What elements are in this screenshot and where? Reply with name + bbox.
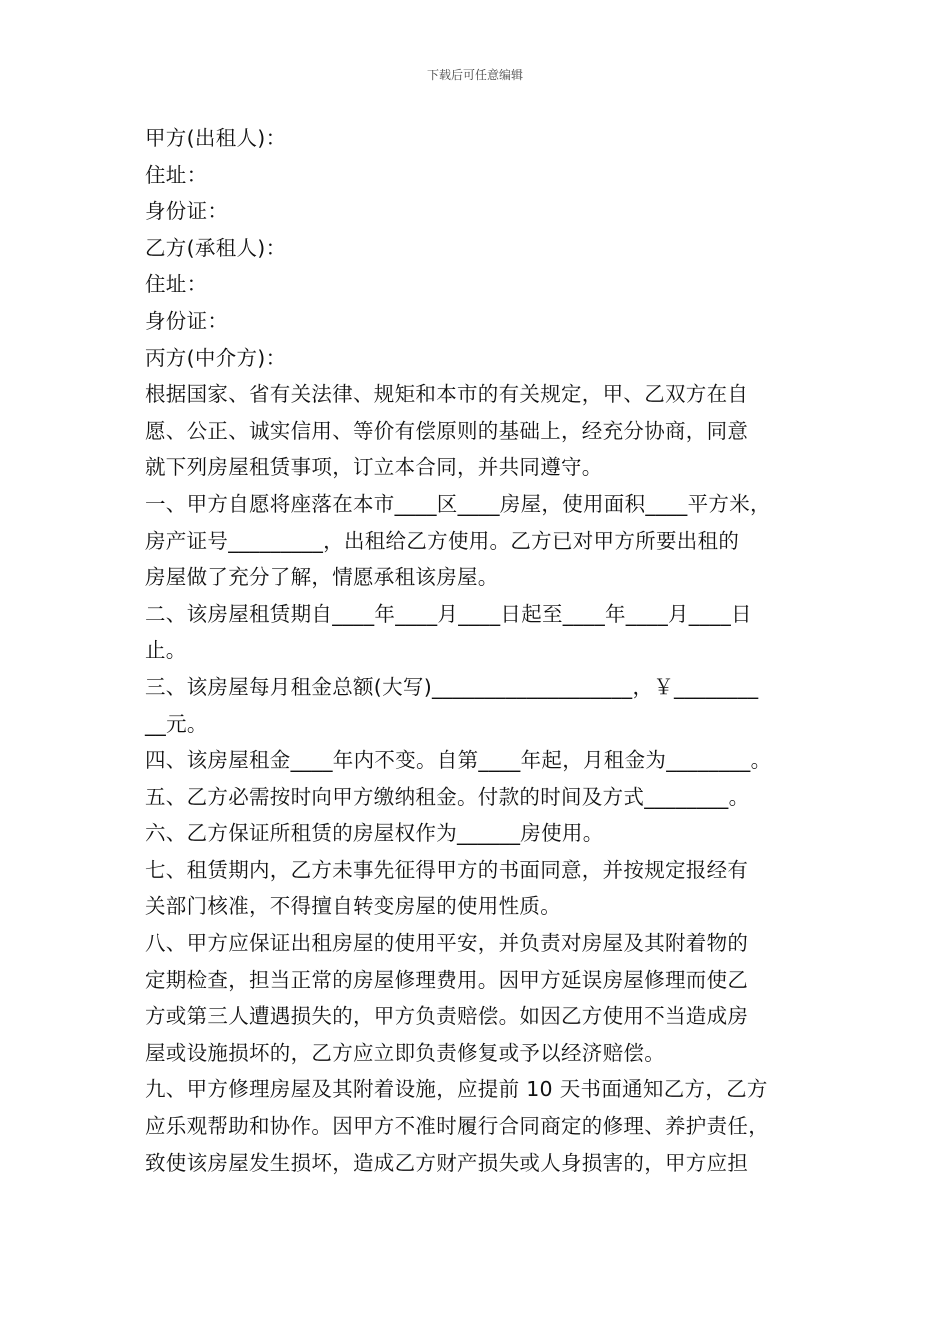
clause-7-line: 关部门核准，不得擅自转变房屋的使用性质。	[145, 894, 561, 919]
clause-8-line: 定期检查，担当正常的房屋修理费用。因甲方延误房屋修理而使乙	[145, 967, 749, 992]
preamble-line: 根据国家、省有关法律、规矩和本市的有关规定，甲、乙双方在自	[145, 382, 749, 407]
clause-8-line: 八、甲方应保证出租房屋的使用平安，并负责对房屋及其附着物的	[145, 931, 749, 956]
clause-1-line: 房屋做了充分了解，情愿承租该房屋。	[145, 565, 499, 590]
party-c-label: 丙方(中介方)：	[145, 345, 287, 370]
clause-5-line: 五、乙方必需按时向甲方缴纳租金。付款的时间及方式________。	[145, 784, 750, 809]
party-a-id: 身份证：	[145, 199, 229, 224]
party-b-label: 乙方(承租人)：	[145, 235, 287, 260]
clause-4-line: 四、该房屋租金____年内不变。自第____年起，月租金为________。	[145, 748, 772, 773]
clause-8-line: 屋或设施损坏的，乙方应立即负责修复或予以经济赔偿。	[145, 1040, 665, 1065]
party-a-address: 住址：	[145, 162, 208, 187]
clause-2-line: 二、该房屋租赁期自____年____月____日起至____年____月____日	[145, 601, 752, 626]
party-b-address: 住址：	[145, 272, 208, 297]
preamble-line: 就下列房屋租赁事项，订立本合同，并共同遵守。	[145, 455, 603, 480]
clause-1-line: 房产证号_________，出租给乙方使用。乙方已对甲方所要出租的	[145, 528, 740, 553]
contract-body	[145, 120, 810, 1181]
clause-9-line: 九、甲方修理房屋及其附着设施，应提前 10 天书面通知乙方，乙方	[145, 1077, 768, 1102]
clause-3-line: __元。	[145, 711, 208, 736]
clause-3-line: 三、该房屋每月租金总额(大写)___________________，￥________	[145, 674, 759, 699]
party-b-id: 身份证：	[145, 308, 229, 333]
party-a-label: 甲方(出租人)：	[145, 126, 287, 150]
page-header: 下载后可任意编辑	[426, 68, 523, 82]
clause-1-line: 一、甲方自愿将座落在本市____区____房屋，使用面积____平方米，	[145, 491, 771, 516]
clause-6-line: 六、乙方保证所租赁的房屋权作为______房使用。	[145, 821, 604, 846]
preamble-line: 愿、公正、诚实信用、等价有偿原则的基础上，经充分协商，同意	[145, 418, 749, 443]
clause-9-line: 致使该房屋发生损坏，造成乙方财产损失或人身损害的，甲方应担	[145, 1150, 749, 1175]
clause-7-line: 七、租赁期内，乙方未事先征得甲方的书面同意，并按规定报经有	[145, 857, 749, 882]
clause-2-line: 止。	[145, 638, 187, 663]
clause-8-line: 方或第三人遭遇损失的，甲方负责赔偿。如因乙方使用不当造成房	[145, 1004, 749, 1029]
clause-9-line: 应乐观帮助和协作。因甲方不准时履行合同商定的修理、养护责任，	[145, 1114, 769, 1139]
